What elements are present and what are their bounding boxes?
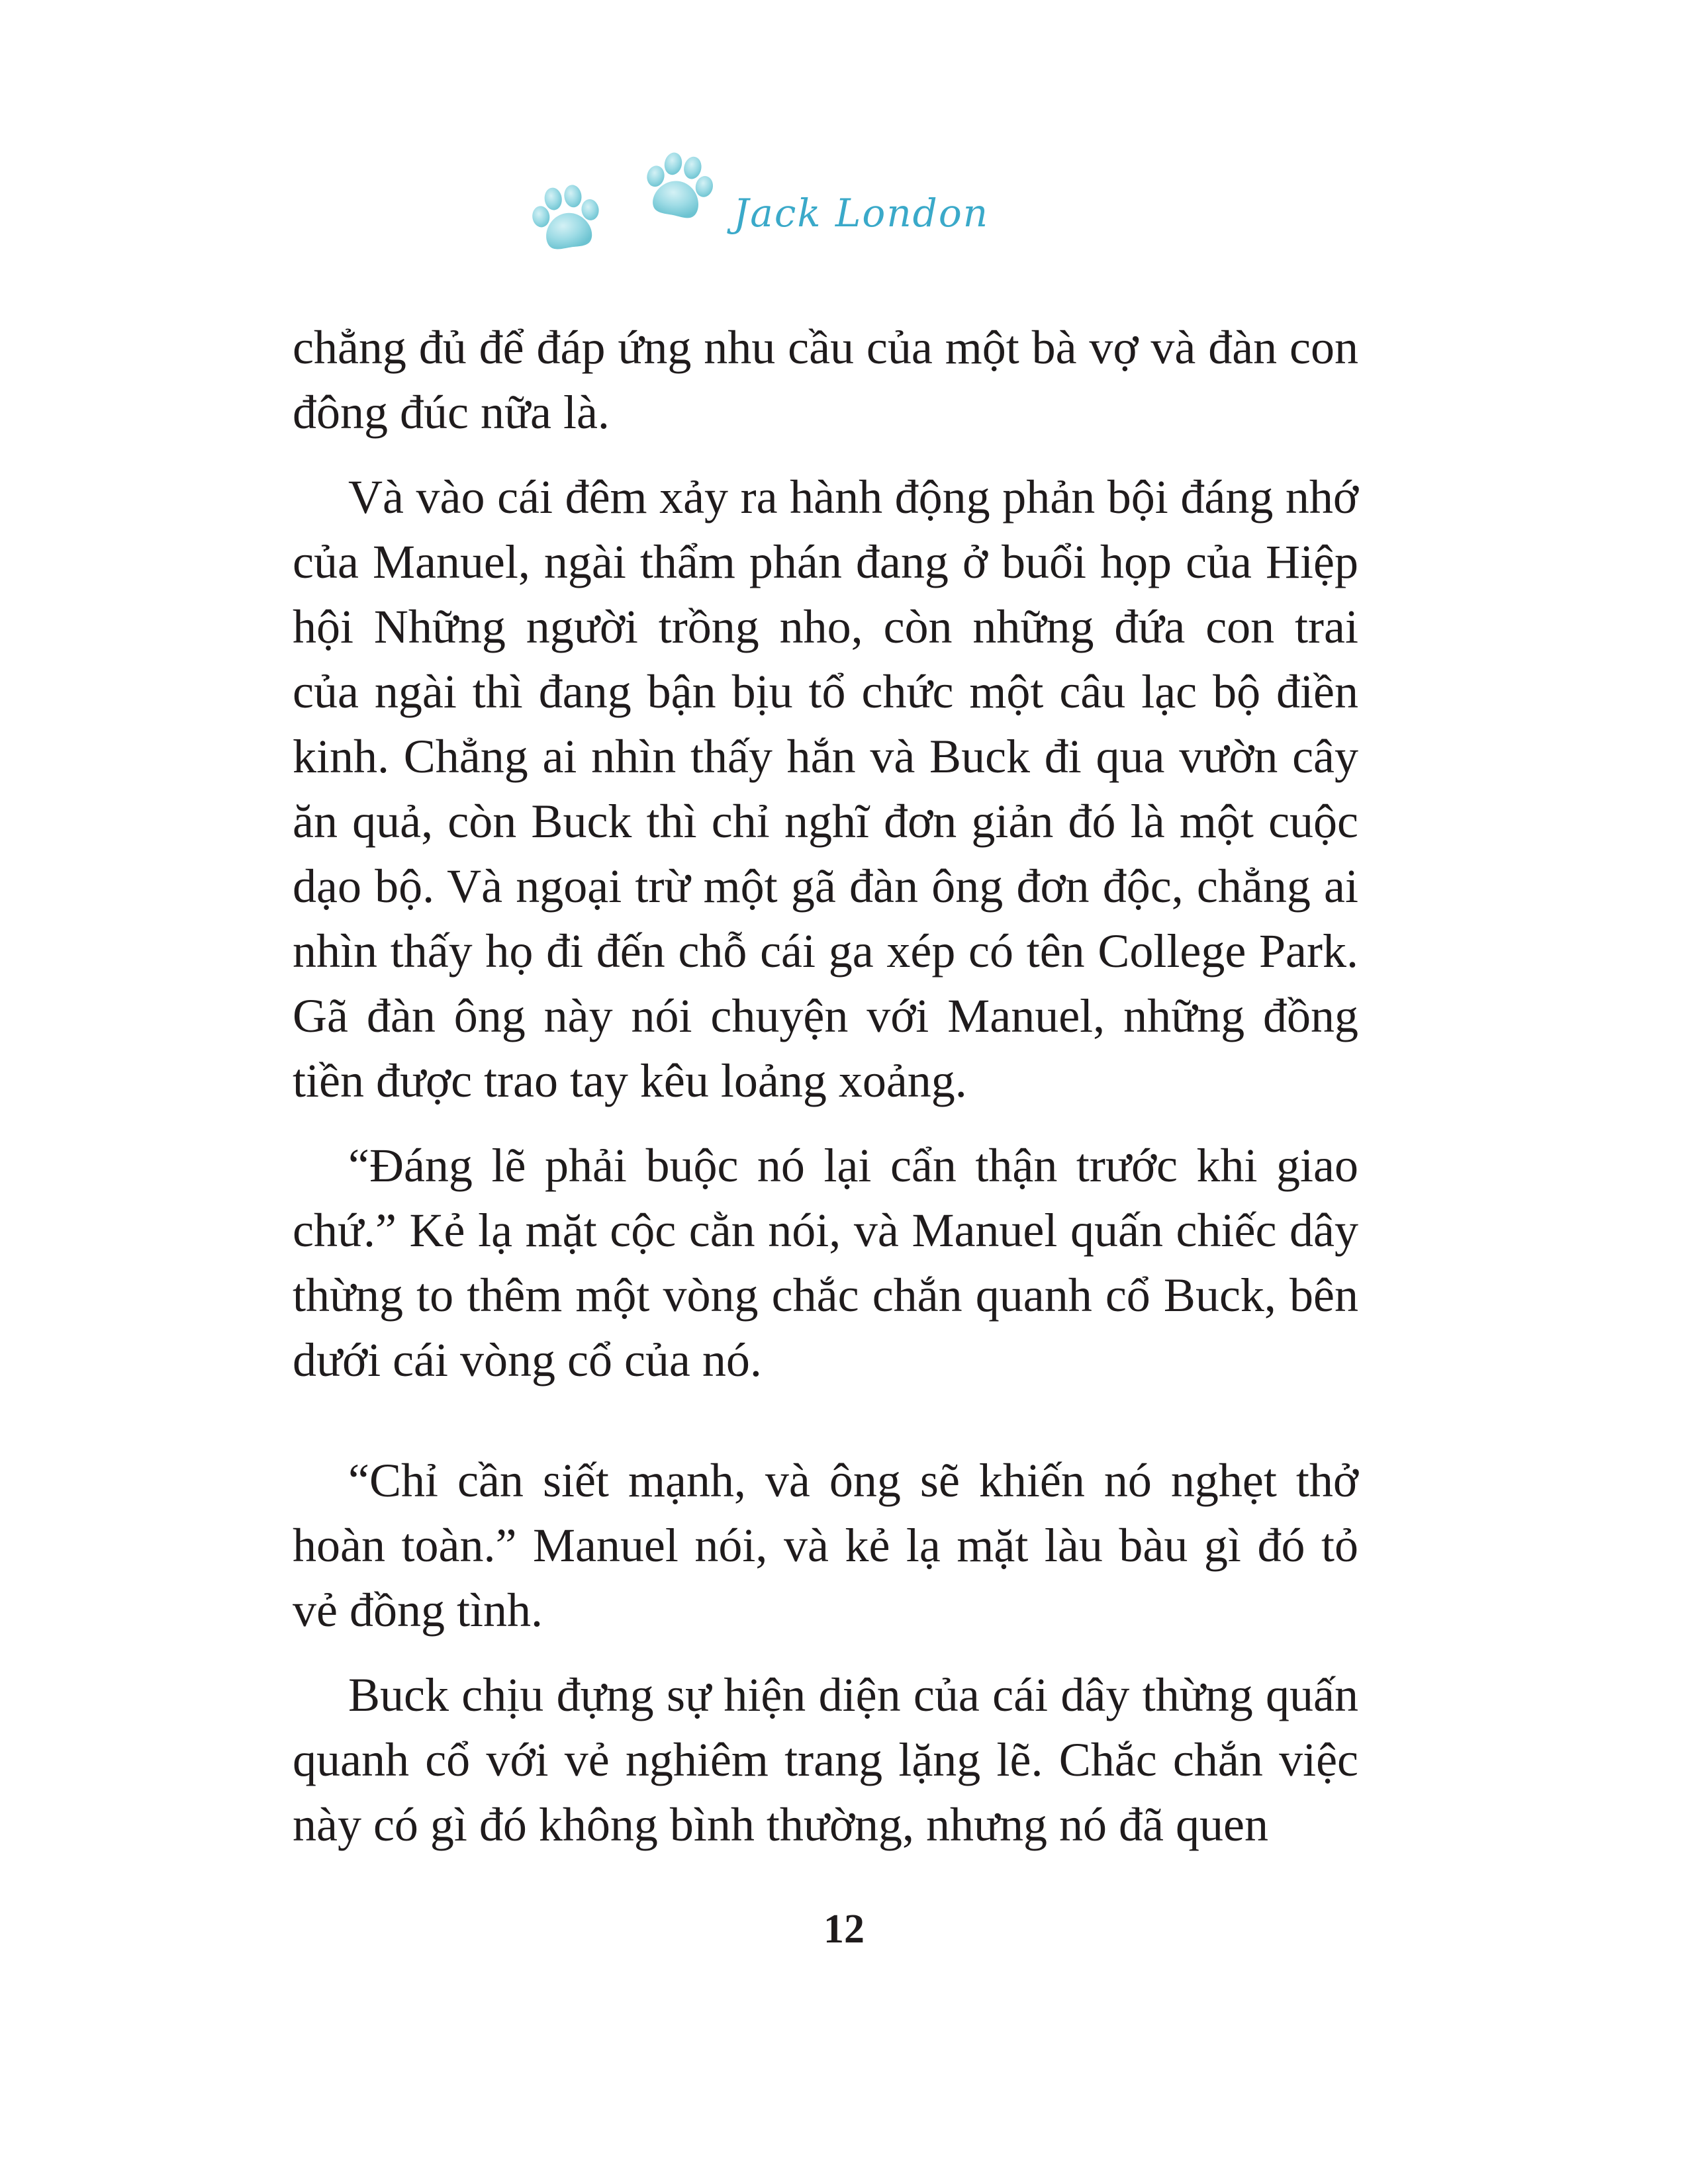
running-header (0, 0, 1688, 278)
body-text (293, 315, 1358, 1857)
paragraph: Và vào cái đêm xảy ra hành động phản bội đáng nhớ của Manuel, ngài thẩm phán đang ở buổi họp của Hiệp hội Những người trồng nho, còn những đứa con trai của ngài thì đang bận bịu tổ chức một câu lạc bộ điền kinh. Chẳng ai nhìn thấy hắn và Buck đi qua vườn cây ăn quả, còn Buck thì chỉ nghĩ đơn giản đó là một cuộc dạo bộ. Và ngoại trừ một gã đàn ông đơn độc, chẳng ai nhìn thấy họ đi đến chỗ cái ga xép có tên College Park. Gã đàn ông này nói chuyện với Manuel, những đồng tiền được trao tay kêu loảng xoảng. (293, 471, 1358, 1107)
page-number: 12 (823, 1907, 865, 1952)
paw-print-icon (522, 173, 612, 263)
paragraph: “Chỉ cần siết mạnh, và ông sẽ khiến nó nghẹt thở hoàn toàn.” Manuel nói, và kẻ lạ mặt làu bàu gì đó tỏ vẻ đồng tình. (293, 1454, 1358, 1637)
paragraph: Buck chịu đựng sự hiện diện của cái dây thừng quấn quanh cổ với vẻ nghiêm trang lặng lẽ. Chắc chắn việc này có gì đó không bình thường, nhưng nó đã quen (293, 1668, 1358, 1851)
paw-print-icon (632, 140, 726, 234)
paragraph: “Đáng lẽ phải buộc nó lại cẩn thận trước khi giao chứ.” Kẻ lạ mặt cộc cằn nói, và Manuel quấn chiếc dây thừng to thêm một vòng chắc chắn quanh cổ Buck, bên dưới cái vòng cổ của nó. (293, 1139, 1358, 1387)
paragraph: chẳng đủ để đáp ứng nhu cầu của một bà vợ và đàn con đông đúc nữa là. (293, 321, 1358, 439)
author-name: Jack London (733, 191, 990, 236)
